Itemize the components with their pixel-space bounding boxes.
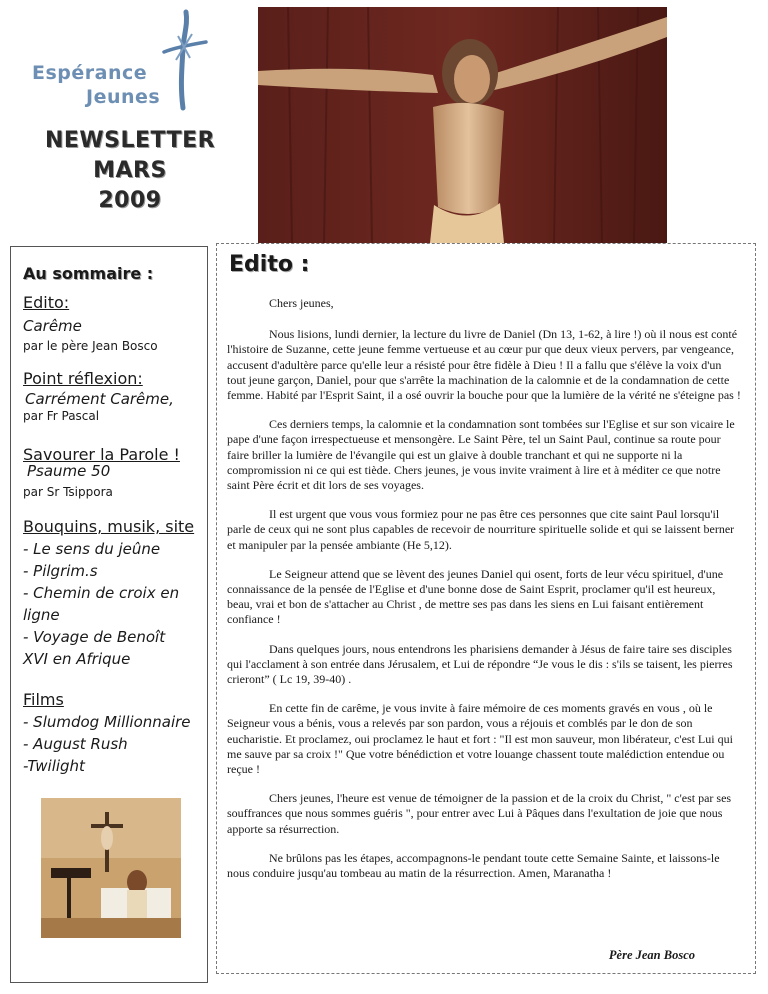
edito-article-body [227, 296, 743, 881]
esperance-jeunes-logo [28, 8, 208, 118]
toc-edito-title: Edito: [23, 293, 70, 312]
toc-edito-author: par le père Jean Bosco [23, 339, 158, 353]
toc-bouquins-item: ligne [23, 606, 60, 624]
article-paragraph: Nous lisions, lundi dernier, la lecture du livre de Daniel (Dn 13, 1-62, à lire !) où il nous est conté l'histoire de Suzanne, cette jeune femme vertueuse et au cœur pur que deux vieux pervers, par vengeance, accusent d'adultère parce qu'elle leur a résisté pour être fidèle à Dieu ! Il a fallu que s'élève la voix d'un tout jeune garçon, Daniel, pour que s'arrête la machination de la calomnie et de la condamnation de cette femme. Habité par l'Esprit Saint, il a osé ouvrir la bouche pour que la lumière de la vérité ne s'éteigne pas ! [227, 327, 741, 403]
edito-heading: Edito : [229, 252, 310, 277]
author-signature: Père Jean Bosco [608, 948, 695, 962]
newsletter-year: 2009 [98, 188, 162, 213]
toc-films-item: - Slumdog Millionnaire [23, 713, 191, 731]
toc-savourer-title: Savourer la Parole ! [23, 445, 180, 464]
salutation: Chers jeunes, [269, 296, 334, 310]
chapel-photo [41, 798, 181, 938]
toc-bouquins-item: - Pilgrim.s [23, 562, 98, 580]
sidebar-summary [10, 246, 208, 983]
toc-edito-subtitle: Carême [23, 317, 82, 335]
toc-point-subtitle: Carrément Carême, [25, 390, 174, 408]
toc-savourer-subtitle: Psaume 50 [27, 462, 111, 480]
toc-point-title: Point réflexion: [23, 369, 143, 388]
toc-bouquins-item: XVI en Afrique [23, 650, 131, 668]
toc-bouquins-item: - Chemin de croix en [23, 584, 180, 602]
toc-films-item: - August Rush [23, 735, 128, 753]
toc-bouquins-title: Bouquins, musik, site [23, 517, 195, 536]
toc-films-title: Films [23, 690, 64, 709]
article-paragraph: Dans quelques jours, nous entendrons les pharisiens demander à Jésus de faire taire ses disciples qui l'acclament à son entrée dans Jérusalem, et Lui de répondre “Je vous le dis : s'ils se taisent, les pierres crieront” ( Lc 19, 39-40) . [227, 641, 733, 687]
newsletter-month: MARS [93, 158, 167, 183]
article-paragraph: Ces derniers temps, la calomnie et la condamnation sont tombées sur l'Eglise et sur son vicaire le pape d'une façon irrespectueuse et mensongère. Le Saint Père, tel un Saint Paul, continue sa route pour faire briller la lumière de l'évangile qui est un glaive à double tranchant et qui ne supporte ni la compromission ni ce qui est tiède. Chers jeunes, je vous invite vraiment à lire et à méditer ce que notre saint Père écrit et dit lors de ses voyages. [227, 417, 735, 493]
toc-savourer-author: par Sr Tsippora [23, 485, 113, 499]
logo-text-jeunes: Jeunes [86, 86, 161, 108]
article-paragraph: Il est urgent que vous vous formiez pour ne pas être ces personnes que cite saint Paul lorsqu'il parle de ceux qui ne sont plus capables de recevoir de nourriture spirituelle solide et qui se laissent berner et manipuler par la pensée ambiante (He 5,12). [227, 507, 735, 552]
toc-bouquins-item: - Voyage de Benoît [23, 628, 166, 646]
toc-point-author: par Fr Pascal [23, 409, 100, 423]
article-paragraph: Le Seigneur attend que se lèvent des jeunes Daniel qui osent, forts de leur vécu spirituel, d'une connaissance de la pensée de l'Eglise et d'une bonne dose de Saint Esprit, proclamer qu'il est heureux, beau, vrai et bon de s'attacher au Christ , de mettre ses pas dans les siens en Lui faisant entièrement confiance ! [227, 566, 724, 627]
article-paragraph: Chers jeunes, l'heure est venue de témoigner de la passion et de la croix du Christ, " c'est par ses souffrances que nous sommes guéris ", pour entrer avec Lui à Pâques dans l'exultation de joie que nous apporte sa résurrection. [227, 791, 732, 836]
crucifix-photo [258, 7, 667, 243]
toc-films-item: -Twilight [23, 757, 85, 775]
sidebar-heading: Au sommaire : [23, 264, 154, 283]
article-paragraph: Ne brûlons pas les étapes, accompagnons-le pendant toute cette Semaine Sainte, et laissons-le nous conduire jusqu'au tombeau au matin de la résurrection. Amen, Maranatha ! [227, 850, 720, 881]
newsletter-title: NEWSLETTER [44, 128, 216, 153]
article-paragraph: En cette fin de carême, je vous invite à faire mémoire de ces moments gravés en vous , où le Seigneur vous a bénis, vous a relevés par son pardon, vous a réjouis et comblés par le don de son eucharistie. Et proclamez, oui proclamez le haut et fort : "Il est mon sauveur, mon libérateur, c'est Lui qui me sauve par sa croix !" Que votre bénédiction et votre louange chassent toute malédiction entendue ou reçue ! [227, 701, 733, 777]
edito-article-box [216, 243, 756, 974]
logo-text-esperance: Espérance [32, 62, 148, 84]
toc-bouquins-item: - Le sens du jeûne [23, 540, 161, 558]
